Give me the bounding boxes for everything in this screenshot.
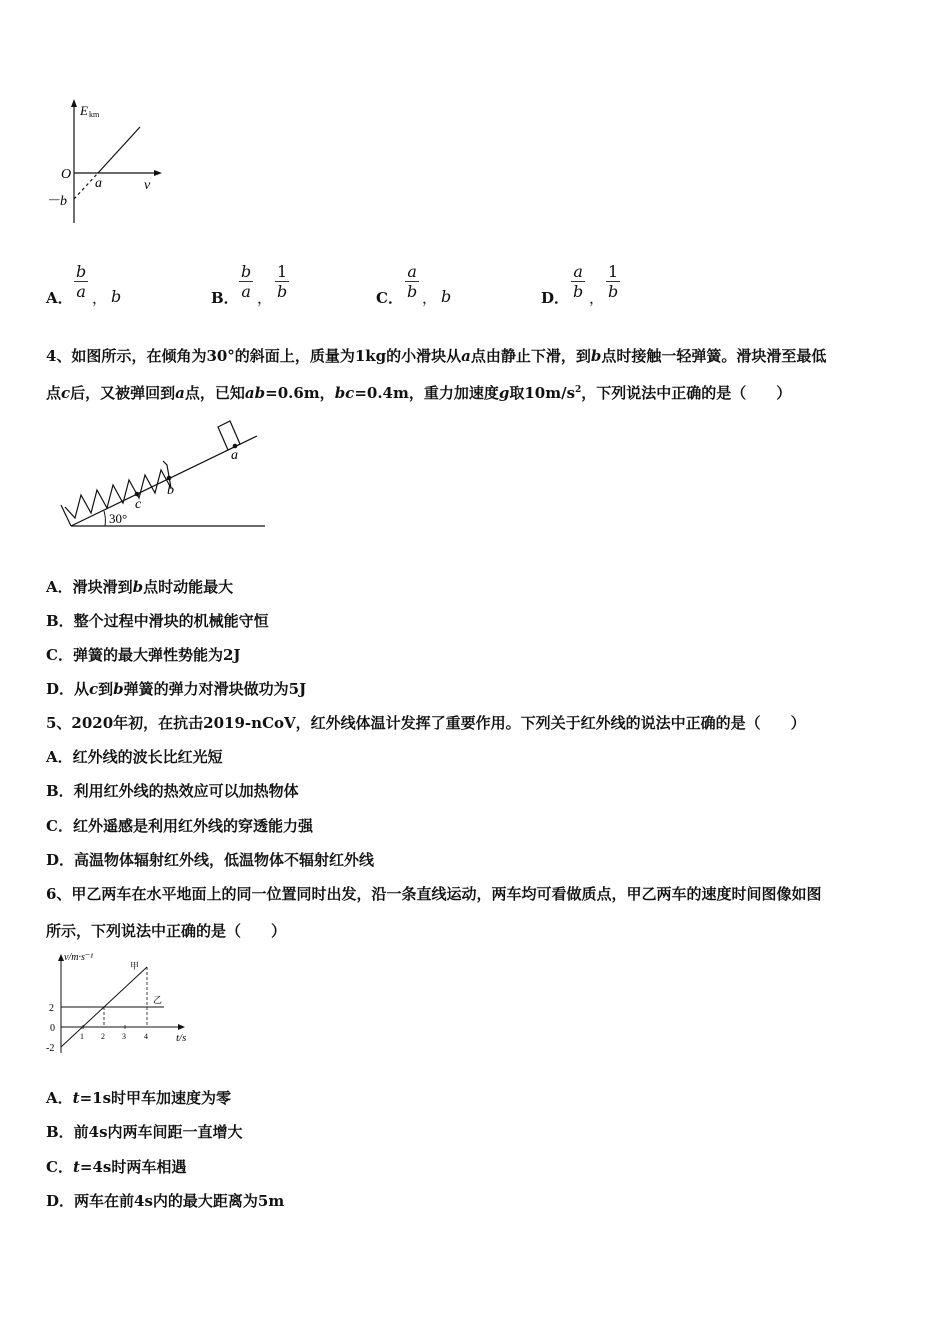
text-run: A．滑块滑到 xyxy=(46,578,133,596)
separator: ， xyxy=(92,289,108,307)
option-label: B． xyxy=(211,289,239,307)
math-variable: b xyxy=(590,347,602,365)
q4-stem-line1 xyxy=(46,345,826,366)
text-run: C．弹簧的最大弹性势能为2J xyxy=(46,646,241,664)
math-variable: a xyxy=(461,347,471,365)
text-run: A．红外线的波长比红光短 xyxy=(46,748,223,766)
q5-option-b[interactable] xyxy=(46,780,299,801)
text-run: =1s时甲车加速度为零 xyxy=(79,1089,232,1107)
math-variable: t xyxy=(72,1089,80,1107)
math-variable: ab xyxy=(244,384,266,402)
text-run: 所示，下列说法中正确的是（ ） xyxy=(46,922,287,940)
y-axis-label: v/m·s⁻¹ xyxy=(64,952,94,963)
q6-option-b[interactable] xyxy=(46,1121,243,1142)
angle-label: 30° xyxy=(109,511,128,526)
text-run: 点由静止下滑，到 xyxy=(470,347,591,365)
x-tick-1: 1 xyxy=(80,1032,84,1041)
fraction: $\frac{b}{a}$ xyxy=(241,262,252,301)
fraction: $\frac{1}{b}$ xyxy=(608,262,619,301)
series-jia-label: 甲 xyxy=(130,961,140,971)
neg-b-label: －b xyxy=(46,194,67,209)
q5-stem xyxy=(46,712,806,733)
text-run: =4s时两车相遇 xyxy=(79,1158,187,1176)
q5-option-a[interactable] xyxy=(46,746,223,767)
math-variable: g xyxy=(498,384,510,402)
q4-option-a[interactable] xyxy=(46,576,233,597)
separator: ， xyxy=(257,289,273,307)
point-c-label: c xyxy=(135,497,142,512)
intercept-a-label: a xyxy=(95,176,102,191)
y-axis-subscript: km xyxy=(89,110,100,119)
option-label: A． xyxy=(46,289,73,307)
text-run: B．整个过程中滑块的机械能守恒 xyxy=(46,612,269,630)
text-run: D．高温物体辐射红外线，低温物体不辐射红外线 xyxy=(46,851,375,869)
separator: ， xyxy=(422,289,438,307)
text-run: A． xyxy=(46,1089,73,1107)
text-run: 到 xyxy=(98,680,114,698)
point-a-label: a xyxy=(231,448,238,463)
value: b xyxy=(441,287,452,306)
math-variable: t xyxy=(72,1158,80,1176)
option-label: C． xyxy=(376,289,403,307)
text-run: 4、如图所示，在倾角为30°的斜面上，质量为1kg的小滑块从 xyxy=(46,347,462,365)
x-tick-2: 2 xyxy=(101,1032,105,1041)
text-run: D．两车在前4s内的最大距离为5m xyxy=(46,1192,285,1210)
fraction: $\frac{1}{b}$ xyxy=(277,262,288,301)
math-variable: bc xyxy=(334,384,355,402)
text-run: C．红外遥感是利用红外线的穿透能力强 xyxy=(46,817,313,835)
point-b-label: b xyxy=(167,483,174,498)
text-run: 取10m/s xyxy=(509,384,576,402)
q5-option-c[interactable] xyxy=(46,815,313,836)
q5-option-d[interactable] xyxy=(46,849,374,870)
q4-option-c[interactable] xyxy=(46,644,240,665)
text-run: =0.6m， xyxy=(265,384,335,402)
text-run: =0.4m，重力加速度 xyxy=(354,384,499,402)
text-run: 点时接触一轻弹簧。滑块滑至最低 xyxy=(601,347,827,365)
x-tick-4: 4 xyxy=(144,1032,148,1041)
text-run: 点，已知 xyxy=(184,384,245,402)
text-run: 点时动能最大 xyxy=(143,578,234,596)
option-label: D． xyxy=(541,289,570,307)
text-run: B．利用红外线的热效应可以加热物体 xyxy=(46,782,299,800)
x-tick-3: 3 xyxy=(122,1032,126,1041)
text-run: 6、甲乙两车在水平地面上的同一位置同时出发，沿一条直线运动，两车均可看做质点，甲乙两车的速度时间图像如图 xyxy=(46,885,822,903)
text-run: 弹簧的弹力对滑块做功为5J xyxy=(123,680,307,698)
value: b xyxy=(111,287,122,306)
q6-option-d[interactable] xyxy=(46,1190,284,1211)
math-variable: c xyxy=(89,680,99,698)
text-run: C． xyxy=(46,1158,73,1176)
velocity-time-graph xyxy=(40,948,200,1060)
q6-option-a[interactable] xyxy=(46,1087,231,1108)
x-axis-label: t/s xyxy=(176,1032,187,1044)
fraction: $\frac{b}{a}$ xyxy=(76,262,87,301)
fraction: $\frac{a}{b}$ xyxy=(407,262,418,301)
math-variable: b xyxy=(132,578,144,596)
y-tick-0: 0 xyxy=(50,1023,55,1034)
math-variable: a xyxy=(175,384,185,402)
y-tick-neg2: -2 xyxy=(46,1043,55,1054)
text-run: B．前4s内两车间距一直增大 xyxy=(46,1123,243,1141)
origin-label: O xyxy=(61,167,72,182)
q6-stem-line1 xyxy=(46,883,821,904)
incline-spring-figure xyxy=(55,415,275,535)
ekm-frequency-graph xyxy=(40,95,170,230)
text-run: D．从 xyxy=(46,680,90,698)
fraction: $\frac{a}{b}$ xyxy=(573,262,584,301)
superscript: 2 xyxy=(575,385,582,395)
q4-stem-line2 xyxy=(46,382,791,403)
q4-option-b[interactable] xyxy=(46,610,269,631)
q6-option-c[interactable] xyxy=(46,1156,186,1177)
math-variable: b xyxy=(113,680,124,698)
text-run: 后，又被弹回到 xyxy=(70,384,176,402)
text-run: 点 xyxy=(46,384,62,402)
text-run: 5、2020年初，在抗击2019-nCoV，红外线体温计发挥了重要作用。下列关于红外线的说法中正确的是（ ） xyxy=(46,714,806,732)
separator: ， xyxy=(589,289,605,307)
q6-stem-line2 xyxy=(46,920,286,941)
series-yi-label: 乙 xyxy=(153,995,163,1005)
math-variable: c xyxy=(61,384,71,402)
q4-option-d[interactable] xyxy=(46,678,306,699)
y-axis-label: E xyxy=(80,103,88,118)
x-axis-label: ν xyxy=(144,178,151,193)
text-run: ，下列说法中正确的是（ ） xyxy=(581,384,792,402)
y-tick-2: 2 xyxy=(49,1003,54,1014)
